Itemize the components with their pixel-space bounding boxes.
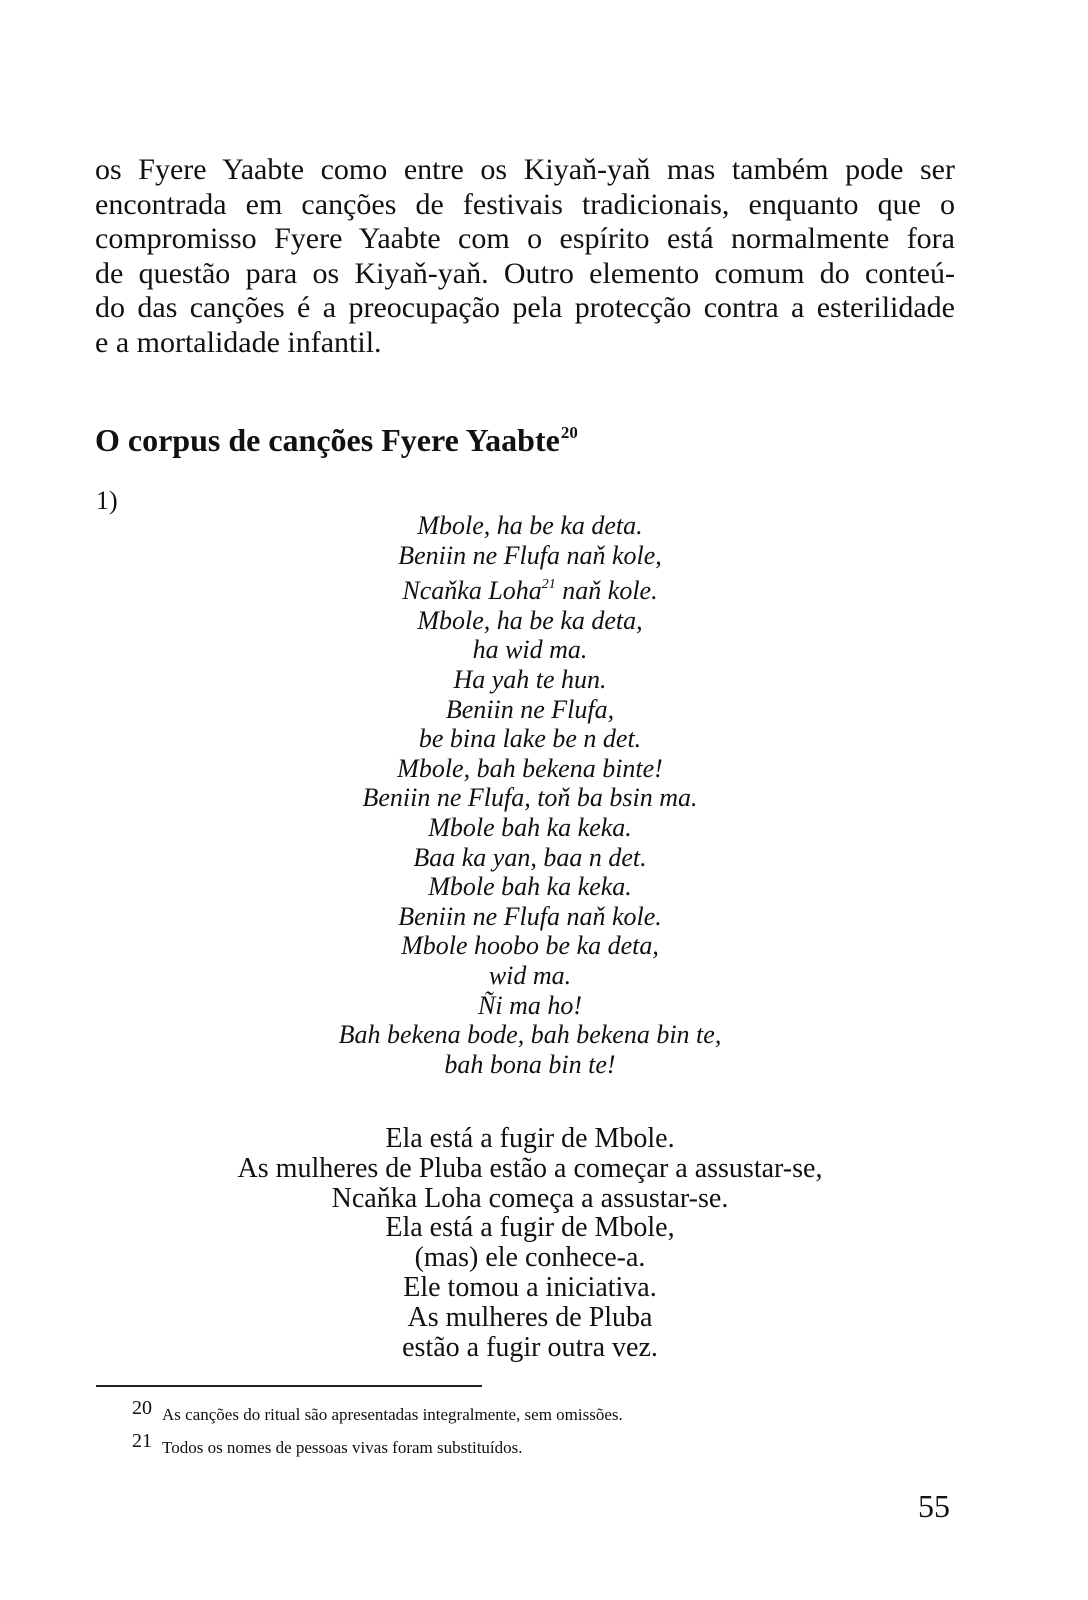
verse-line: Mbole, bah bekena binte!	[397, 753, 663, 783]
verse-line: Mbole hoobo be ka deta,	[401, 931, 659, 961]
footnote-ref-20: 20	[560, 423, 578, 442]
paragraph-line: encontrada em canções de festivais tradicionais, enquanto que o	[95, 187, 955, 221]
verse-line: be bina lake be n det.	[418, 724, 642, 754]
footnote-ref-21: 21	[541, 577, 556, 593]
footnote-text: Todos os nomes de pessoas vivas foram substituídos.	[162, 1438, 523, 1457]
translation-line: As mulheres de Pluba estão a começar a assustar-se,	[237, 1152, 823, 1184]
verse-line: wid ma.	[488, 960, 572, 990]
body-paragraph	[95, 153, 955, 360]
song-number: 1)	[96, 486, 118, 515]
footnote-divider	[96, 1385, 482, 1387]
verse-line-tail: naň kole.	[555, 576, 658, 606]
verse-line: Beniin ne Flufa naň kole,	[398, 540, 662, 570]
section-heading	[95, 422, 578, 459]
paragraph-line: do das canções é a preocupação pela protecção contra a esterilidade	[95, 291, 955, 324]
verse-line: Beniin ne Flufa naň kole.	[398, 901, 662, 931]
verse-line: ha wid ma.	[472, 635, 588, 665]
footnote-21	[132, 1428, 832, 1461]
paragraph-line: compromisso Fyere Yaabte com o espírito está normalmente fora	[95, 222, 955, 255]
paragraph-line: de questão para os Kiyaň-yaň. Outro elemento comum do conteú-	[95, 256, 955, 290]
translation-line: As mulheres de Pluba	[407, 1301, 653, 1333]
footnote-20	[132, 1395, 832, 1428]
page-number: 55	[918, 1488, 950, 1524]
translation-line: Ele tomou a iniciativa.	[403, 1271, 657, 1303]
verse-line: Mbole, ha be ka deta.	[417, 511, 643, 540]
verse-line: bah bona bin te!	[444, 1049, 616, 1079]
verse-line: Baa ka yan, baa n det.	[413, 842, 647, 872]
verse-line-text: Ncaňka Loha	[402, 576, 542, 606]
verse-line: Mbole bah ka keka.	[428, 872, 632, 902]
footnote-number: 20	[132, 1397, 152, 1419]
footnote-text: As canções do ritual são apresentadas integralmente, sem omissões.	[162, 1405, 623, 1424]
translation-line: (mas) ele conhece-a.	[414, 1242, 646, 1274]
translation-line: Ncaňka Loha começa a assustar-se.	[331, 1182, 729, 1214]
verse-line: Beniin ne Flufa,	[445, 694, 615, 724]
verse-line: Mbole, ha be ka deta,	[417, 605, 643, 635]
translation-line: Ela está a fugir de Mbole.	[385, 1123, 675, 1154]
song-translation	[210, 1124, 850, 1362]
song-original-verse	[210, 511, 850, 1079]
verse-line: Beniin ne Flufa, toň ba bsin ma.	[362, 783, 698, 813]
footnote-number: 21	[132, 1430, 152, 1452]
translation-line: estão a fugir outra vez.	[402, 1331, 658, 1363]
paragraph-line: e a mortalidade infantil.	[95, 325, 382, 359]
verse-line	[210, 570, 850, 606]
section-title: O corpus de canções Fyere Yaabte	[95, 422, 560, 458]
verse-line: Bah bekena bode, bah bekena bin te,	[338, 1020, 722, 1050]
verse-line: Ñi ma ho!	[478, 990, 582, 1020]
paragraph-line: os Fyere Yaabte como entre os Kiyaň-yaň mas também pode ser	[95, 153, 955, 186]
verse-line: Mbole bah ka keka.	[428, 812, 632, 842]
translation-line: Ela está a fugir de Mbole,	[385, 1212, 675, 1244]
verse-line: Ha yah te hun.	[453, 664, 607, 694]
footnotes	[132, 1395, 832, 1461]
